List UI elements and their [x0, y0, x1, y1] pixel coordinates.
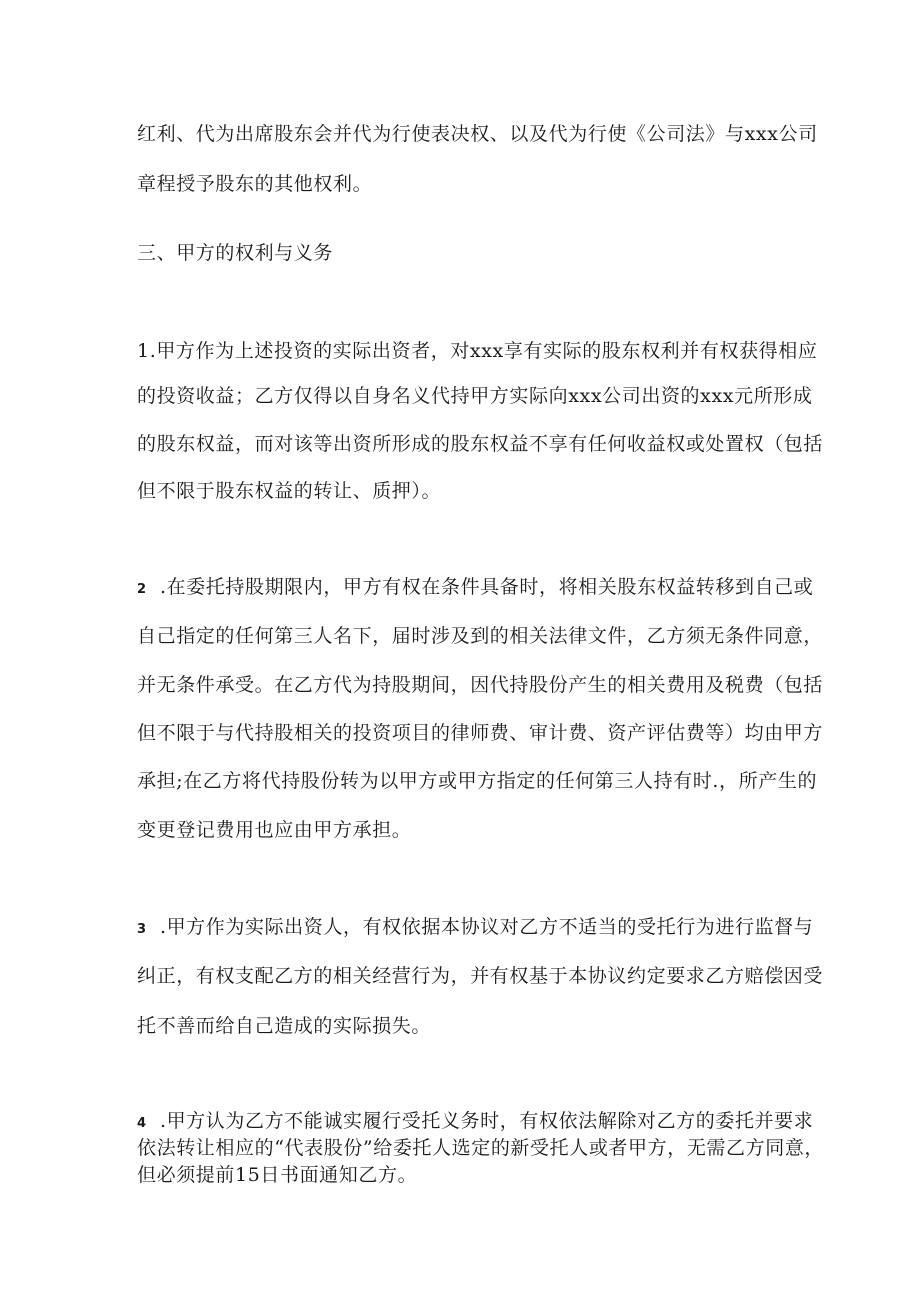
item-3-text-1: .甲方作为实际出资人，有权依据本协议对乙方不适当的受托行为进行监督与: [159, 916, 814, 938]
item-2-line-5: 承担;在乙方将代持股份转为以甲方或甲方指定的任何第三人持有时.，所产生的: [137, 770, 818, 792]
item-3-number: 3: [137, 922, 147, 937]
item-1-text-1: 甲方作为上述投资的实际出资者，对xxx享有实际的股东权利并有权获得相应: [156, 340, 818, 362]
item-1-line-2: 的投资收益；乙方仅得以自身名义代持甲方实际向xxx公司出资的xxx元所形成: [137, 385, 813, 407]
item-4-number: 4: [137, 1116, 147, 1131]
item-2-number: 2: [137, 582, 147, 597]
item-1-number: 1.: [137, 340, 157, 362]
item-4-line-1: [137, 1109, 814, 1136]
item-1-line-4: 但不限于股东权益的转让、质押）。: [137, 480, 442, 502]
item-3-line-1: [137, 915, 814, 942]
item-4-line-3: 但必须提前15日书面通知乙方。: [137, 1164, 418, 1186]
item-1-line-3: 的股东权益，而对该等出资所形成的股东权益不享有任何收益权或处置权（包括: [137, 433, 824, 455]
intro-line-2: 章程授予股东的其他权利。: [137, 173, 373, 195]
item-2-line-1: [137, 575, 814, 602]
item-3-line-2: 纠正，有权支配乙方的相关经营行为，并有权基于本协议约定要求乙方赔偿因受: [137, 965, 824, 987]
item-2-line-4: 但不限于与代持股相关的投资项目的律师费、审计费、资产评估费等）均由甲方: [137, 722, 824, 744]
item-4-text-1: .甲方认为乙方不能诚实履行受托义务时，有权依法解除对乙方的委托并要求: [159, 1110, 814, 1132]
item-2-text-1: .在委托持股期限内，甲方有权在条件具备时，将相关股东权益转移到自己或: [159, 576, 814, 598]
item-4-line-2: 依法转让相应的“代表股份”给委托人选定的新受托人或者甲方，无需乙方同意，: [137, 1137, 825, 1159]
item-1-line-1: [137, 339, 818, 363]
intro-line-1: 红利、代为出席股东会并代为行使表决权、以及代为行使《公司法》与xxx公司: [137, 123, 818, 145]
section-heading: 三、甲方的权利与义务: [137, 242, 334, 264]
item-2-line-2: 自己指定的任何第三人名下，届时涉及到的相关法律文件，乙方须无条件同意，: [137, 625, 824, 647]
item-2-line-6: 变更登记费用也应由甲方承担。: [137, 819, 412, 841]
item-3-line-3: 托不善而给自己造成的实际损失。: [137, 1015, 432, 1037]
item-2-line-3: 并无条件承受。在乙方代为持股期间，因代持股份产生的相关费用及税费（包括: [137, 674, 824, 696]
